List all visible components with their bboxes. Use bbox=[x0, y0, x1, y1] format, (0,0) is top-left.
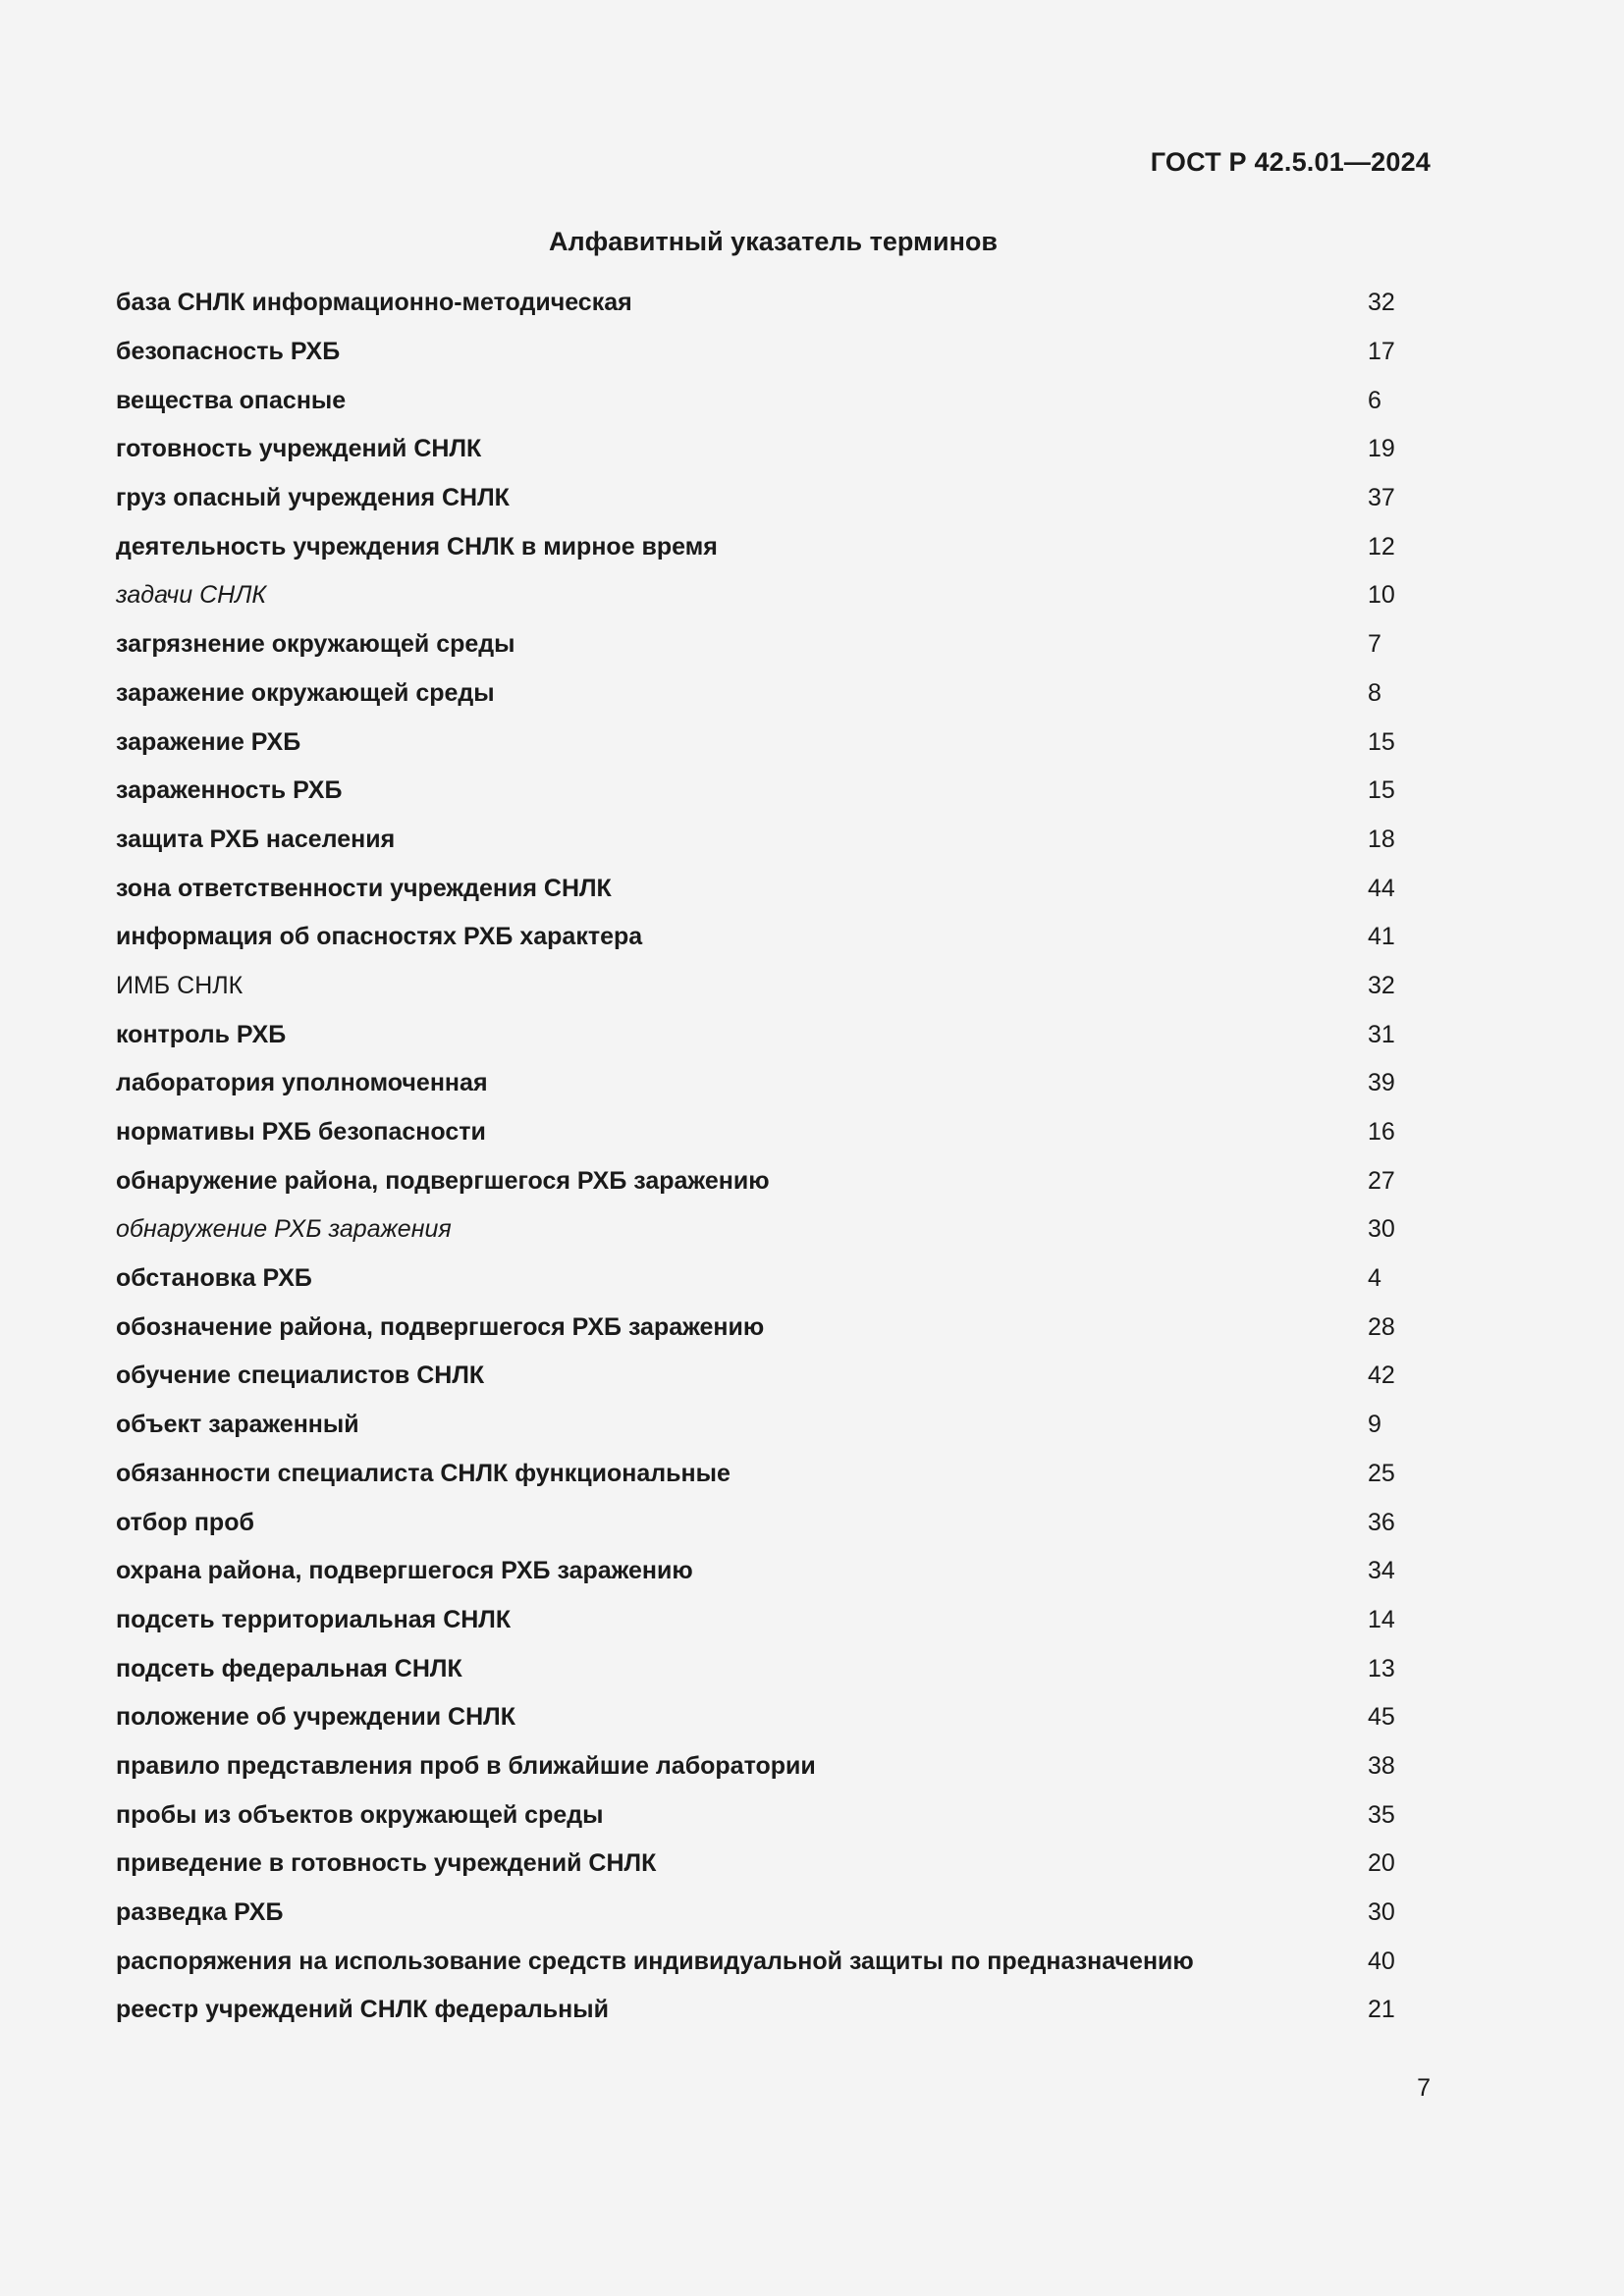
index-entry bbox=[116, 1450, 1395, 1499]
index-entry bbox=[116, 816, 1395, 865]
index-entry bbox=[116, 474, 1395, 523]
page-title: Алфавитный указатель терминов bbox=[549, 227, 998, 256]
index-term: лаборатория уполномоченная bbox=[116, 1069, 488, 1097]
index-term: обстановка РХБ bbox=[116, 1264, 312, 1293]
index-entry bbox=[116, 1644, 1395, 1693]
index-term-number: 7 bbox=[1368, 630, 1381, 659]
index-entry bbox=[116, 376, 1392, 425]
index-term-number: 14 bbox=[1368, 1605, 1395, 1633]
index-term: объект зараженный bbox=[116, 1411, 359, 1439]
index-term: контроль РХБ bbox=[116, 1020, 287, 1048]
index-entry bbox=[116, 1742, 1395, 1791]
index-term-number: 8 bbox=[1368, 678, 1381, 707]
index-entry bbox=[116, 1889, 1395, 1938]
index-term-number: 25 bbox=[1368, 1459, 1395, 1487]
index-term: реестр учреждений СНЛК федеральный bbox=[116, 1996, 609, 2024]
index-term: база СНЛК информационно-методическая bbox=[116, 289, 632, 317]
index-term-number: 20 bbox=[1368, 1849, 1395, 1878]
index-term-number: 32 bbox=[1368, 289, 1395, 317]
index-term: распоряжения на использование средств индивидуальной защиты по предназначению bbox=[116, 1947, 1194, 1975]
index-entry bbox=[116, 1840, 1395, 1889]
index-entry bbox=[116, 1255, 1392, 1304]
index-entry bbox=[116, 522, 1395, 571]
index-term-number: 16 bbox=[1368, 1118, 1395, 1147]
index-term: обнаружение района, подвергшегося РХБ заражению bbox=[116, 1166, 770, 1195]
index-term-number: 42 bbox=[1368, 1362, 1395, 1390]
index-entry bbox=[116, 1010, 1395, 1059]
index-entry bbox=[116, 1986, 1395, 2035]
index-term-number: 38 bbox=[1368, 1751, 1395, 1780]
index-term: обучение специалистов СНЛК bbox=[116, 1362, 485, 1390]
index-entry bbox=[116, 1156, 1395, 1205]
index-term: отбор проб bbox=[116, 1508, 254, 1536]
index-term: защита РХБ населения bbox=[116, 825, 396, 853]
index-term: подсеть территориальная СНЛК bbox=[116, 1605, 512, 1633]
index-term: положение об учреждении СНЛК bbox=[116, 1703, 515, 1732]
index-term: подсеть федеральная СНЛК bbox=[116, 1654, 462, 1682]
page-number: 7 bbox=[1417, 2074, 1431, 2102]
index-entry bbox=[116, 425, 1395, 474]
index-term: обнаружение РХБ заражения bbox=[116, 1215, 452, 1244]
index-term: деятельность учреждения СНЛК в мирное время bbox=[116, 532, 718, 561]
index-term-number: 41 bbox=[1368, 923, 1395, 951]
index-term-number: 30 bbox=[1368, 1215, 1395, 1244]
index-entry bbox=[116, 1693, 1395, 1742]
index-term-number: 13 bbox=[1368, 1654, 1395, 1682]
index-entry bbox=[116, 962, 1395, 1011]
index-entry bbox=[116, 1596, 1395, 1645]
index-term-number: 27 bbox=[1368, 1166, 1395, 1195]
index-term: разведка РХБ bbox=[116, 1898, 284, 1927]
index-term-number: 45 bbox=[1368, 1703, 1395, 1732]
index-term-number: 9 bbox=[1368, 1411, 1381, 1439]
index-term-number: 10 bbox=[1368, 581, 1395, 610]
index-term-number: 35 bbox=[1368, 1800, 1395, 1829]
index-term-number: 30 bbox=[1368, 1898, 1395, 1927]
index-entry bbox=[116, 1108, 1395, 1157]
index-term: охрана района, подвергшегося РХБ заражению bbox=[116, 1557, 693, 1585]
index-term: груз опасный учреждения СНЛК bbox=[116, 484, 510, 512]
index-entry bbox=[116, 1498, 1395, 1547]
index-term: безопасность РХБ bbox=[116, 338, 341, 366]
index-term: информация об опасностях РХБ характера bbox=[116, 923, 643, 951]
index-entry bbox=[116, 1401, 1392, 1450]
index-entry bbox=[116, 328, 1395, 377]
index-term-number: 39 bbox=[1368, 1069, 1395, 1097]
index-entry bbox=[116, 1205, 1395, 1255]
index-term: заражение окружающей среды bbox=[116, 678, 495, 707]
index-term-number: 15 bbox=[1368, 776, 1395, 805]
index-term: нормативы РХБ безопасности bbox=[116, 1118, 486, 1147]
index-term: обозначение района, подвергшегося РХБ заражению bbox=[116, 1312, 765, 1341]
index-entry bbox=[116, 279, 1395, 328]
index-entry bbox=[116, 1547, 1395, 1596]
index-entry bbox=[116, 1790, 1395, 1840]
index-term-number: 18 bbox=[1368, 825, 1395, 853]
index-term-number: 37 bbox=[1368, 484, 1395, 512]
index-term: зараженность РХБ bbox=[116, 776, 343, 805]
document-standard-number: ГОСТ Р 42.5.01—2024 bbox=[1150, 147, 1431, 177]
index-entry bbox=[116, 767, 1395, 816]
index-term: обязанности специалиста СНЛК функциональные bbox=[116, 1459, 731, 1487]
index-term-number: 17 bbox=[1368, 338, 1395, 366]
index-entry bbox=[116, 1303, 1395, 1352]
index-entry bbox=[116, 718, 1395, 767]
index-term-number: 36 bbox=[1368, 1508, 1395, 1536]
index-entry bbox=[116, 571, 1395, 620]
index-term: пробы из объектов окружающей среды bbox=[116, 1800, 604, 1829]
index-term-number: 12 bbox=[1368, 532, 1395, 561]
index-term: готовность учреждений СНЛК bbox=[116, 435, 482, 463]
term-index-list bbox=[116, 279, 1395, 2035]
index-entry bbox=[116, 913, 1395, 962]
index-term: правило представления проб в ближайшие лаборатории bbox=[116, 1751, 816, 1780]
index-term-number: 40 bbox=[1368, 1947, 1395, 1975]
index-term-number: 28 bbox=[1368, 1312, 1395, 1341]
index-term: зона ответственности учреждения СНЛК bbox=[116, 874, 612, 902]
index-term-number: 4 bbox=[1368, 1264, 1381, 1293]
index-term: ИМБ СНЛК bbox=[116, 971, 244, 999]
index-entry bbox=[116, 1352, 1395, 1401]
index-entry bbox=[116, 1059, 1395, 1108]
index-term: загрязнение окружающей среды bbox=[116, 630, 515, 659]
index-term: приведение в готовность учреждений СНЛК bbox=[116, 1849, 657, 1878]
index-term-number: 31 bbox=[1368, 1020, 1395, 1048]
index-term: задачи СНЛК bbox=[116, 581, 267, 610]
index-term-number: 19 bbox=[1368, 435, 1395, 463]
index-term-number: 21 bbox=[1368, 1996, 1395, 2024]
index-entry bbox=[116, 669, 1392, 719]
index-entry bbox=[116, 620, 1392, 669]
index-term-number: 32 bbox=[1368, 971, 1395, 999]
index-term: вещества опасные bbox=[116, 386, 347, 414]
index-term-number: 6 bbox=[1368, 386, 1381, 414]
index-term-number: 15 bbox=[1368, 727, 1395, 756]
index-entry bbox=[116, 864, 1395, 913]
index-term-number: 44 bbox=[1368, 874, 1395, 902]
index-term: заражение РХБ bbox=[116, 727, 301, 756]
index-term-number: 34 bbox=[1368, 1557, 1395, 1585]
index-entry bbox=[116, 1937, 1395, 1986]
